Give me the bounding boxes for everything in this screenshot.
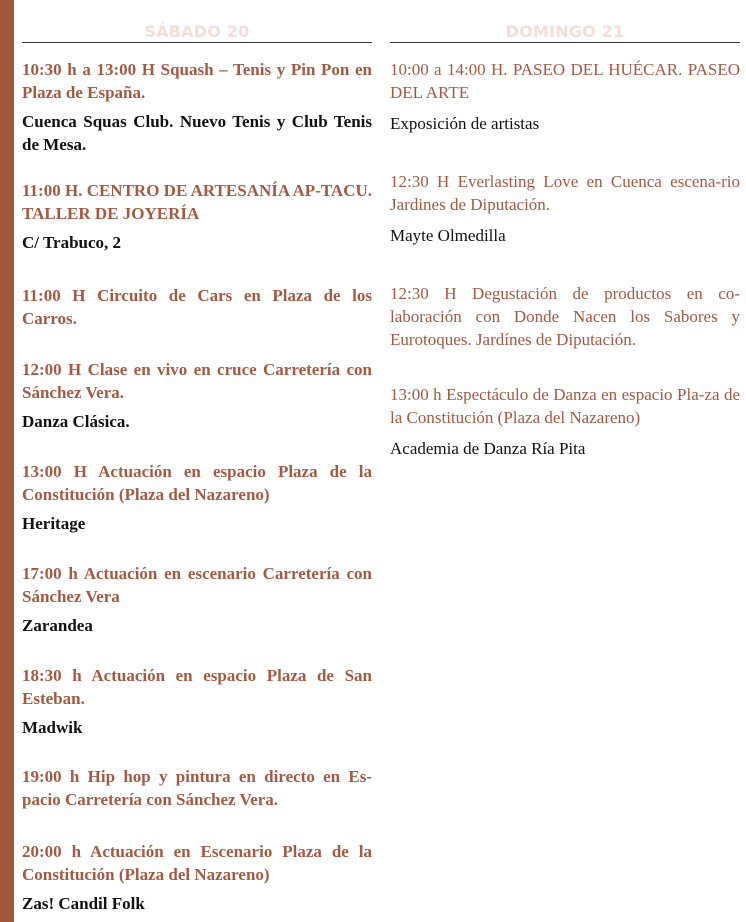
event-subtitle: Exposición de artistas — [390, 114, 540, 133]
event-subtitle: Danza Clásica. — [22, 412, 130, 431]
event-item — [22, 664, 372, 739]
event-subtitle: C/ Trabuco, 2 — [22, 233, 122, 252]
event-title: 12:00 H Clase en vivo en cruce Carretería con Sánchez Vera. — [22, 360, 372, 402]
event-title: 13:00 h Espectáculo de Danza en espacio Pla-za de la Constitución (Plaza del Nazareno) — [390, 385, 740, 427]
event-item — [22, 460, 372, 535]
event-title: 12:30 H Everlasting Love en Cuenca escena-rio Jardines de Diputación. — [390, 172, 740, 214]
event-subtitle: Mayte Olmedilla — [390, 226, 506, 245]
event-subtitle: Zas! Candil Folk — [22, 894, 145, 913]
event-title: 20:00 h Actuación en Escenario Plaza de la Constitución (Plaza del Nazareno) — [22, 842, 372, 884]
event-title: 12:30 H Degustación de productos en co-laboración con Donde Nacen los Sabores y Eurotoques. Jardínes de Diputación. — [390, 284, 740, 349]
event-title: 10:00 a 14:00 H. PASEO DEL HUÉCAR. PASEO DEL ARTE — [390, 60, 740, 102]
event-title: 18:30 h Actuación en espacio Plaza de San Esteban. — [22, 666, 372, 708]
event-title: 11:00 H. CENTRO DE ARTESANÍA AP-TACU. TALLER DE JOYERÍA — [22, 181, 372, 223]
event-title: 10:30 h a 13:00 H Squash – Tenis y Pin Pon en Plaza de España. — [22, 60, 372, 102]
event-title: 13:00 H Actuación en espacio Plaza de la Constitución (Plaza del Nazareno) — [22, 462, 372, 504]
event-item — [22, 765, 372, 811]
event-subtitle: Zarandea — [22, 616, 93, 635]
event-item — [22, 840, 372, 915]
event-subtitle: Academia de Danza Ría Pita — [390, 439, 586, 458]
event-item — [22, 562, 372, 637]
event-item — [22, 58, 372, 156]
event-item — [22, 179, 372, 254]
left-accent-bar — [0, 0, 14, 922]
event-item — [390, 170, 740, 247]
event-item — [22, 284, 372, 330]
event-subtitle: Cuenca Squas Club. Nuevo Tenis y Club Tenis de Mesa. — [22, 112, 372, 154]
event-title: 11:00 H Circuito de Cars en Plaza de los Carros. — [22, 286, 372, 328]
saturday-column — [22, 22, 372, 913]
event-item — [390, 383, 740, 460]
event-item — [390, 282, 740, 351]
event-item — [390, 58, 740, 135]
event-subtitle: Heritage — [22, 514, 86, 533]
event-item — [22, 358, 372, 433]
event-title: 17:00 h Actuación en escenario Carretería con Sánchez Vera — [22, 564, 372, 606]
sunday-header: DOMINGO 21 — [390, 22, 740, 43]
saturday-header: SÁBADO 20 — [22, 22, 372, 43]
event-title: 19:00 h Hip hop y pintura en directo en Es-pacio Carretería con Sánchez Vera. — [22, 767, 372, 809]
sunday-column — [390, 22, 740, 458]
event-subtitle: Madwik — [22, 718, 83, 737]
